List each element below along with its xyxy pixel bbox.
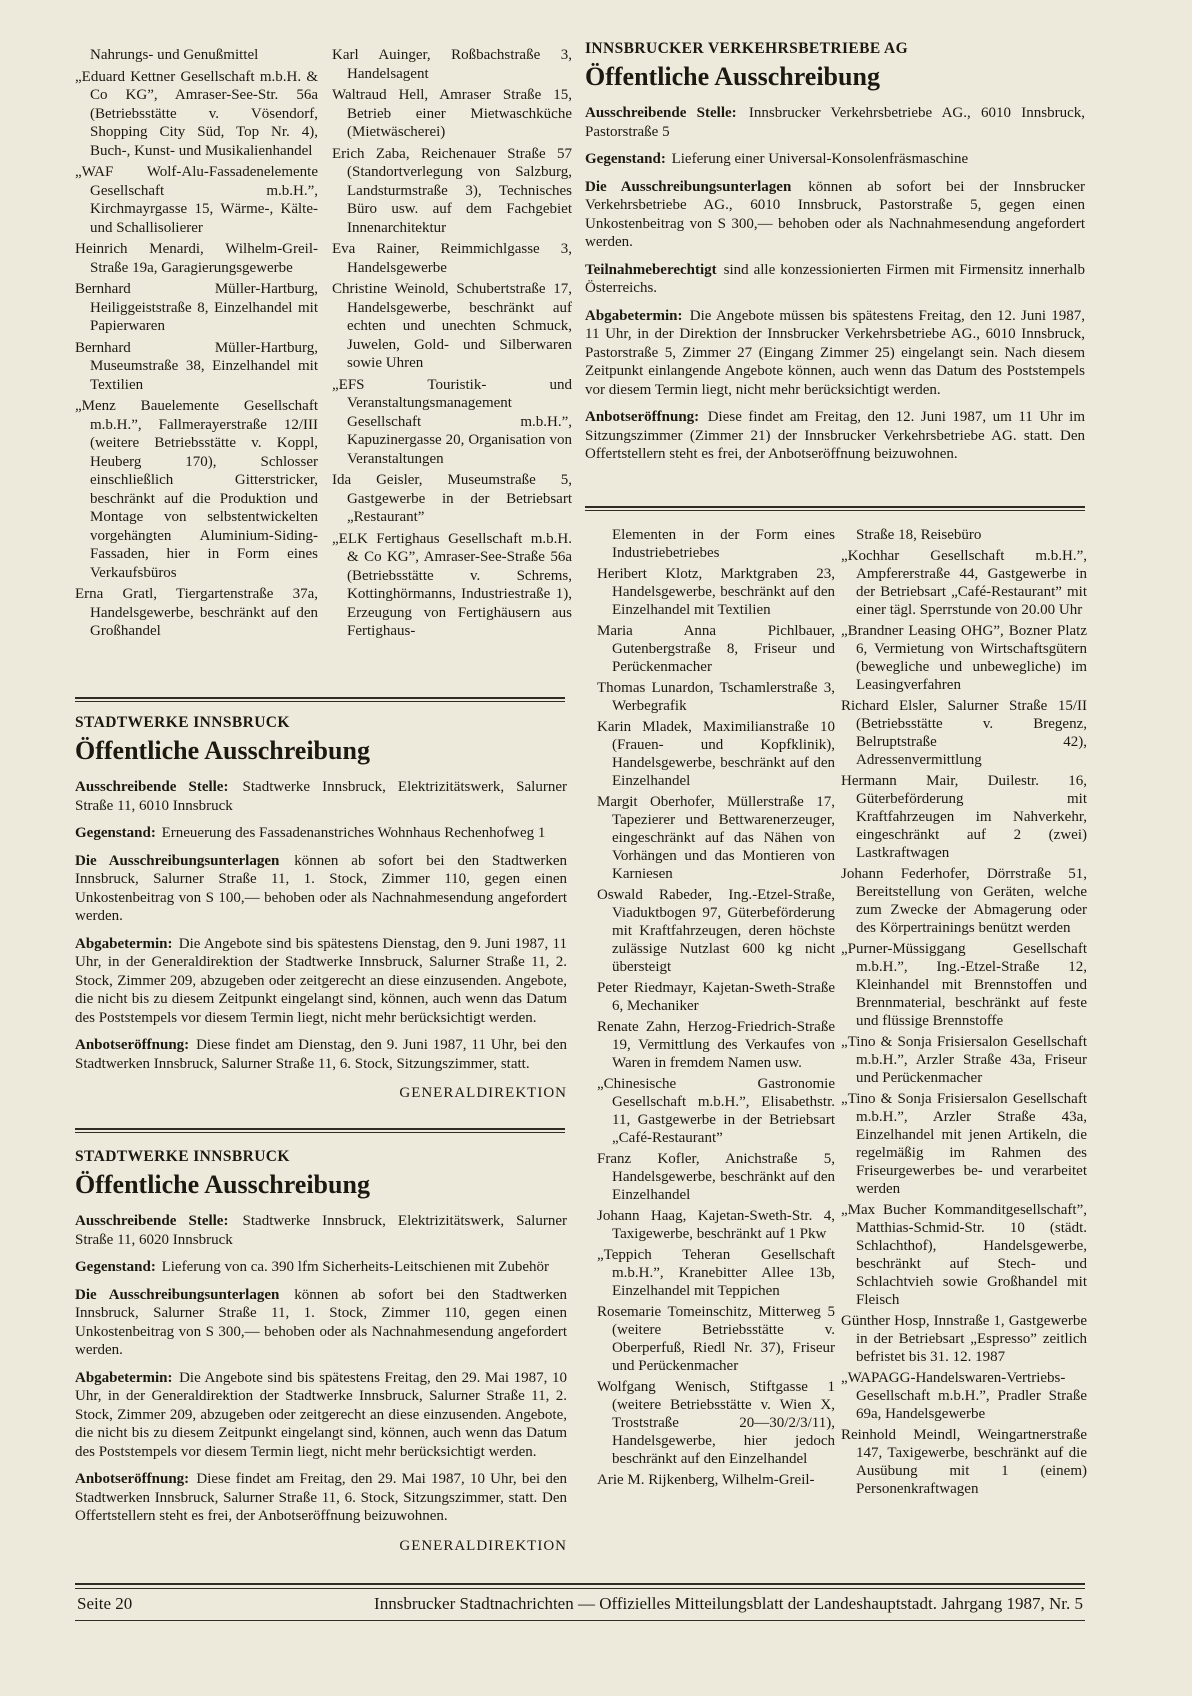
registry-column-3 — [597, 526, 835, 1492]
registry-entry: Reinhold Meindl, Weingartnerstraße 147, Taxigewerbe, beschränkt auf die Ausübung mit 1 (einem) Personenkraftwagen — [841, 1427, 1087, 1497]
paragraph-text: sind alle konzessionierten Firmen mit Firmensitz innerhalb Österreichs. — [585, 261, 1085, 296]
tender-paragraph — [75, 1212, 567, 1249]
tender-paragraph — [75, 935, 567, 1028]
tender-sw1-signature: GENERALDIREKTION — [399, 1085, 567, 1101]
registry-entry: „Max Bucher Kommanditgesellschaft”, Matthias-Schmid-Str. 10 (städt. Schlachthof), Handelsgewerbe, beschränkt auf Stech- und Schlachtvieh sowie Großhandel mit Fleisch — [841, 1202, 1087, 1308]
tender-paragraph — [75, 1258, 567, 1277]
tender-paragraph — [75, 824, 567, 843]
tender-stadtwerke-2 — [75, 1148, 567, 1555]
paragraph-text: Stadtwerke Innsbruck, Elektrizitätswerk, Salurner Straße 11, 6020 Innsbruck — [75, 1213, 567, 1248]
footer-masthead-text: Innsbrucker Stadtnachrichten — Offizielles Mitteilungsblatt der Landeshauptstadt. Jahrgang 1987, Nr. 5 — [374, 1594, 1083, 1613]
registry-entry: Erna Gratl, Tiergartenstraße 37a, Handelsgewerbe, beschränkt auf den Großhandel — [75, 586, 318, 639]
registry-entry: Johann Federhofer, Dörrstraße 51, Bereitstellung von Geräten, welche zum Zwecke der Abmagerung oder des Körpertrainings benützt werden — [841, 866, 1087, 936]
registry-entry: Eva Rainer, Reimmichlgasse 3, Handelsgewerbe — [332, 241, 572, 276]
paragraph-text: können ab sofort bei den Stadtwerken Innsbruck, Salurner Straße 11, 1. Stock, Zimmer 110, gegen einen Unkostenbeitrag von S 300,— behoben oder als Nachnahmesendung angefordert werden. — [75, 1286, 568, 1358]
registry-entry: Heribert Klotz, Marktgraben 23, Handelsgewerbe, beschränkt auf den Einzelhandel mit Textilien — [597, 566, 835, 618]
registry-column-1 — [75, 46, 318, 644]
paragraph-text: Erneuerung des Fassadenanstriches Wohnhaus Rechenhofweg 1 — [161, 825, 546, 841]
tender-paragraph — [585, 178, 1085, 252]
paragraph-text: Diese findet am Freitag, den 12. Juni 1987, um 11 Uhr im Sitzungszimmer (Zimmer 21) der Innsbrucker Verkehrsbetriebe AG. statt. Den Offertstellern steht es frei, der Anbotseröffnung beizuwohnen. — [585, 409, 1086, 462]
paragraph-text: Lieferung von ca. 390 lfm Sicherheits-Leitschienen mit Zubehör — [161, 1259, 549, 1275]
tender-paragraph — [585, 261, 1085, 298]
registry-entry: „Chinesische Gastronomie Gesellschaft m.b.H.”, Elisabethstr. 11, Gastgewerbe in der Betriebsart „Café-Restaurant” — [597, 1076, 835, 1146]
registry-entry: Karl Auinger, Roßbachstraße 3, Handelsagent — [332, 47, 572, 82]
tender-ivb — [585, 40, 1085, 473]
paragraph-label: Anbotseröffnung: — [75, 1471, 190, 1487]
tender-paragraph — [75, 852, 567, 926]
tender-ivb-title: Öffentliche Ausschreibung — [585, 62, 880, 91]
paragraph-label: Ausschreibende Stelle: — [585, 105, 737, 121]
section-divider-rule — [75, 1128, 565, 1133]
registry-entry: „Tino & Sonja Frisiersalon Gesellschaft m.b.H.”, Arzler Straße 43a, Einzelhandel mit jenen Artikeln, die regelmäßig im Rahmen des Friseurgewerbes be- und verarbeitet werden — [841, 1091, 1087, 1197]
registry-entry: Margit Oberhofer, Müllerstraße 17, Tapezierer und Bettwarenerzeuger, eingeschränkt auf das Nähen von Vorhängen und das Montieren von Karniesen — [597, 794, 835, 882]
tender-paragraph — [585, 307, 1085, 400]
tender-sw1-kicker: STADTWERKE INNSBRUCK — [75, 714, 290, 731]
paragraph-text: Innsbrucker Verkehrsbetriebe AG., 6010 Innsbruck, Pastorstraße 5 — [585, 105, 1086, 140]
registry-entry: Peter Riedmayr, Kajetan-Sweth-Straße 6, Mechaniker — [597, 980, 835, 1014]
paragraph-label: Anbotseröffnung: — [585, 409, 700, 425]
paragraph-label: Ausschreibende Stelle: — [75, 1213, 229, 1229]
tender-sw1-body — [75, 778, 567, 1073]
tender-sw2-body — [75, 1212, 567, 1526]
paragraph-label: Gegenstand: — [585, 151, 666, 167]
registry-column-2 — [332, 46, 572, 644]
registry-entry: „EFS Touristik- und Veranstaltungsmanagement Gesellschaft m.b.H.”, Kapuzinergasse 20, Organisation von Veranstaltungen — [332, 376, 572, 467]
paragraph-text: Lieferung einer Universal-Konsolenfräsmaschine — [671, 151, 969, 167]
tender-sw2-kicker: STADTWERKE INNSBRUCK — [75, 1148, 290, 1165]
page-footer — [75, 1583, 1085, 1621]
registry-entry: Bernhard Müller-Hartburg, Heiliggeiststraße 8, Einzelhandel mit Papierwaren — [75, 281, 318, 334]
tender-paragraph — [585, 150, 1085, 169]
paragraph-label: Gegenstand: — [75, 825, 156, 841]
registry-entry: Erich Zaba, Reichenauer Straße 57 (Standortverlegung von Salzburg, Landsturmstraße 3), Technisches Büro usw. auf dem Fachgebiet Innenarchitektur — [332, 145, 572, 236]
registry-entry: Waltraud Hell, Amraser Straße 15, Betrieb einer Mietwaschküche (Mietwäscherei) — [332, 87, 572, 140]
registry-entry: Arie M. Rijkenberg, Wilhelm-Greil- — [597, 1472, 815, 1488]
registry-entry: „WAF Wolf-Alu-Fassadenelemente Gesellschaft m.b.H.”, Kirchmayrgasse 15, Wärme-, Kälte- und Schallisolierer — [75, 164, 318, 236]
tender-sw2-signature: GENERALDIREKTION — [399, 1537, 567, 1554]
registry-entry: Heinrich Menardi, Wilhelm-Greil-Straße 19a, Garagierungsgewerbe — [75, 241, 318, 276]
tender-paragraph — [585, 408, 1085, 464]
page-number: Seite 20 — [77, 1594, 133, 1613]
registry-entry: Hermann Mair, Duilestr. 16, Güterbeförderung mit Kraftfahrzeugen im Nahverkehr, eingeschränkt auf 2 (zwei) Lastkraftwagen — [841, 773, 1087, 861]
registry-column-4 — [841, 526, 1087, 1501]
tender-stadtwerke-1 — [75, 714, 567, 1102]
registry-entry: Nahrungs- und Genußmittel — [90, 47, 259, 63]
paragraph-label: Abgabetermin: — [585, 307, 683, 324]
registry-entry: Thomas Lunardon, Tschamlerstraße 3, Werbegrafik — [597, 680, 835, 714]
tender-sw1-title: Öffentliche Ausschreibung — [75, 736, 370, 765]
registry-entry: „Tino & Sonja Frisiersalon Gesellschaft m.b.H.”, Arzler Straße 43a, Friseur und Perückenmacher — [841, 1034, 1087, 1086]
paragraph-label: Anbotseröffnung: — [75, 1037, 190, 1053]
tender-paragraph — [75, 1470, 567, 1526]
registry-entry: „Eduard Kettner Gesellschaft m.b.H. & Co KG”, Amraser-See-Str. 56a (Betriebsstätte v. Vösendorf, Shopping City Süd, Top Nr. 4), Buch-, Kunst- und Musikalienhandel — [75, 68, 318, 159]
registry-entry: Ida Geisler, Museumstraße 5, Gastgewerbe in der Betriebsart „Restaurant” — [332, 472, 572, 525]
registry-entry: Straße 18, Reisebüro — [856, 527, 982, 543]
tender-paragraph — [75, 1036, 567, 1073]
tender-paragraph — [585, 104, 1085, 141]
registry-entry: Wolfgang Wenisch, Stiftgasse 1 (weitere Betriebsstätte v. Wien X, Troststraße 20—30/2/3/11), Handelsgewerbe, hier jedoch beschränkt auf den Einzelhandel — [597, 1379, 835, 1467]
registry-entry: Rosemarie Tomeinschitz, Mitterweg 5 (weitere Betriebsstätte v. Oberperfuß, Riedl Nr. 37), Friseur und Perückenmacher — [597, 1304, 835, 1374]
section-divider-rule — [75, 697, 565, 702]
registry-entry: Karin Mladek, Maximilianstraße 10 (Frauen- und Kopfklinik), Handelsgewerbe, beschränkt auf den Einzelhandel — [597, 719, 835, 789]
registry-entry: „Teppich Teheran Gesellschaft m.b.H.”, Kranebitter Allee 13b, Einzelhandel mit Teppichen — [597, 1247, 835, 1299]
paragraph-text: Stadtwerke Innsbruck, Elektrizitätswerk, Salurner Straße 11, 6010 Innsbruck — [75, 779, 567, 814]
paragraph-text: können ab sofort bei den Stadtwerken Innsbruck, Salurner Straße 11, 1. Stock, Zimmer 110, gegen einen Unkostenbeitrag von S 100,— behoben oder als Nachnahmesendung angefordert werden. — [75, 852, 568, 924]
paragraph-text: können ab sofort bei der Innsbrucker Verkehrsbetriebe AG., 6010 Innsbruck, Pastorstraße 5, gegen einen Unkostenbeitrag von S 300,— behoben oder als Nachnahmesendung angefordert werden. — [585, 178, 1086, 250]
registry-entry: Franz Kofler, Anichstraße 5, Handelsgewerbe, beschränkt auf den Einzelhandel — [597, 1151, 835, 1203]
paragraph-label: Teilnahmeberechtigt — [585, 261, 717, 278]
registry-entry: Christine Weinold, Schubertstraße 17, Handelsgewerbe, beschränkt auf echten und unechten Schmuck, Juwelen, Gold- und Silberwaren sowie Uhren — [332, 281, 572, 371]
registry-entry: „Menz Bauelemente Gesellschaft m.b.H.”, Fallmerayerstraße 12/III (weitere Betriebsstätte v. Koppl, Heuberg 170), Schlosser einschließlich Gitterstricker, beschränkt auf die Produktion und Montage von selbstentwickelten vorgehängten Aluminium-Siding-Fassaden, hier in Form eines Verkaufsbüros — [75, 398, 318, 581]
registry-entry: Oswald Rabeder, Ing.-Etzel-Straße, Viaduktbogen 97, Güterbeförderung mit Kraftfahrzeugen, deren höchste zulässige Nutzlast 600 kg nicht übersteigt — [597, 887, 835, 975]
paragraph-text: Diese findet am Dienstag, den 9. Juni 1987, 11 Uhr, bei den Stadtwerken Innsbruck, Salurner Straße 11, 6. Stock, Sitzungszimmer, statt. — [75, 1037, 568, 1072]
paragraph-text: Die Angebote sind bis spätestens Freitag, den 29. Mai 1987, 10 Uhr, in der Generaldirektion der Stadtwerke Innsbruck, Salurner Straße 11, 2. Stock, Zimmer 209, abzugeben oder zeitgerecht an diese einzusenden. Angebote, die nicht bis zu diesem Zeitpunkt eingelangt sind, können, auch wenn das Datum des Poststempels vor diesem Termin liegt, nicht mehr berücksichtigt werden. — [75, 1369, 567, 1460]
paragraph-label: Die Ausschreibungsunterlagen — [75, 1286, 280, 1303]
registry-entry: Renate Zahn, Herzog-Friedrich-Straße 19, Vermittlung des Verkaufes von Waren in fremdem Namen usw. — [597, 1019, 835, 1071]
section-divider-rule — [585, 506, 1085, 511]
registry-entry: „ELK Fertighaus Gesellschaft m.b.H. & Co KG”, Amraser-See-Straße 56a (Betriebsstätte v. Schrems, Kottinghörmanns, Industriestraße 1), Erzeugung von Fertighäusern aus Fertighaus- — [332, 530, 572, 639]
paragraph-label: Ausschreibende Stelle: — [75, 779, 229, 795]
registry-entry: Günther Hosp, Innstraße 1, Gastgewerbe in der Betriebsart „Espresso” zeitlich befristet bis 31. 12. 1987 — [841, 1313, 1087, 1365]
registry-entry: „Brandner Leasing OHG”, Bozner Platz 6, Vermietung von Wirtschaftsgütern (bewegliche und unbewegliche) im Leasingverfahren — [841, 623, 1087, 693]
paragraph-label: Die Ausschreibungsunterlagen — [75, 852, 280, 869]
paragraph-label: Gegenstand: — [75, 1259, 156, 1275]
tender-paragraph — [75, 778, 567, 815]
paragraph-label: Die Ausschreibungsunterlagen — [585, 178, 792, 195]
tender-sw2-title: Öffentliche Ausschreibung — [75, 1170, 370, 1199]
registry-entry: „Purner-Müssiggang Gesellschaft m.b.H.”, Ing.-Etzel-Straße 12, Kleinhandel mit Brennstoffen und Brennmaterial, beschränkt auf feste und flüssige Brennstoffe — [841, 941, 1087, 1029]
paragraph-label: Abgabetermin: — [75, 1369, 173, 1386]
paragraph-text: Diese findet am Freitag, den 29. Mai 1987, 10 Uhr, bei den Stadtwerken Innsbruck, Salurner Straße 11, 6. Stock, Sitzungszimmer, statt. Den Offertstellern steht es frei, der Anbotseröffnung beizuwohnen. — [75, 1471, 568, 1524]
tender-ivb-kicker: INNSBRUCKER VERKEHRSBETRIEBE AG — [585, 40, 909, 57]
registry-entry: Maria Anna Pichlbauer, Gutenbergstraße 8, Friseur und Perückenmacher — [597, 623, 835, 675]
paragraph-text: Die Angebote müssen bis spätestens Freitag, den 12. Juni 1987, 11 Uhr, in der Direktion der Innsbrucker Verkehrsbetriebe AG., 6010 Innsbruck, Pastorstraße 5, Zimmer 27 (Eingang Zimmer 25) eingelangt sein. Nach diesem Zeitpunkt einlangende Angebote können, auch wenn das Datum des Poststempels vor diesem Termin liegt, nicht mehr berücksichtigt werden. — [585, 307, 1085, 398]
footer-bottom-rule — [75, 1620, 1085, 1621]
paragraph-label: Abgabetermin: — [75, 935, 173, 952]
registry-entry: „Kochhar Gesellschaft m.b.H.”, Ampfererstraße 44, Gastgewerbe in der Betriebsart „Café-Restaurant” mit einer tägl. Sperrstunde von 20.00 Uhr — [841, 548, 1087, 618]
tender-paragraph — [75, 1286, 567, 1360]
registry-entry: Johann Haag, Kajetan-Sweth-Str. 4, Taxigewerbe, beschränkt auf 1 Pkw — [597, 1208, 835, 1242]
registry-entry: Richard Elsler, Salurner Straße 15/II (Betriebsstätte v. Bregenz, Belruptstraße 42), Adressenvermittlung — [841, 698, 1087, 768]
tender-ivb-body — [585, 104, 1085, 464]
registry-entry: „WAPAGG-Handelswaren-Vertriebs-Gesellschaft m.b.H.”, Pradler Straße 69a, Handelsgewerbe — [841, 1370, 1087, 1422]
paragraph-text: Die Angebote sind bis spätestens Dienstag, den 9. Juni 1987, 11 Uhr, in der Generaldirektion der Stadtwerke Innsbruck, Salurner Straße 11, 2. Stock, Zimmer 209, abzugeben oder zeitgerecht an diese einzusenden. Angebote, die nicht bis zu diesem Zeitpunkt eingelangt sind, können, auch wenn das Datum des Poststempels vor diesem Termin liegt, nicht mehr berücksichtigt werden. — [75, 935, 568, 1026]
registry-entry: Bernhard Müller-Hartburg, Museumstraße 38, Einzelhandel mit Textilien — [75, 339, 318, 393]
registry-entry: Elementen in der Form eines Industriebetriebes — [612, 527, 835, 561]
tender-paragraph — [75, 1369, 567, 1462]
